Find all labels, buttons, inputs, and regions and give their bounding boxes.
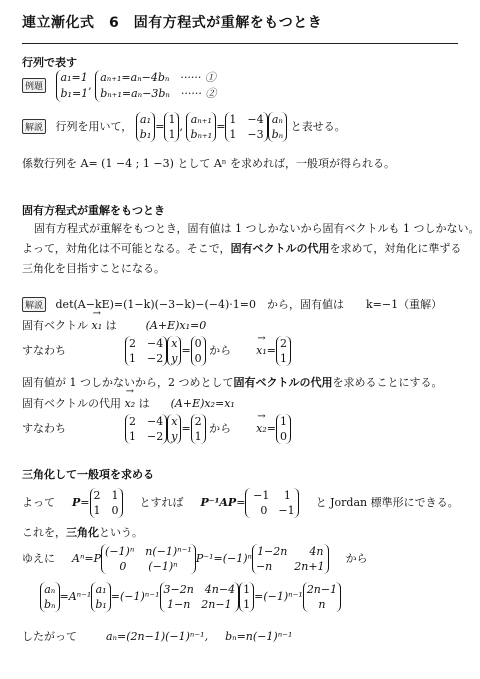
triangularization-line [22, 524, 143, 540]
general-mid-2: =(−1)ⁿ⁻¹ [110, 590, 160, 603]
vector-a1b1-2: a₁ b₁ [91, 582, 110, 612]
vector-zero: 0 0 [191, 336, 206, 366]
example-badge: 例題 [22, 78, 46, 93]
page-title: 連立漸化式 6 固有方程式が重解をもつとき [22, 15, 323, 31]
vector-x2-symbol: → x₂ [125, 394, 136, 410]
recurrence-2: bₙ₊₁=aₙ−3bₙ ······ ② [100, 87, 217, 100]
vector-21-rhs: 2 1 [191, 414, 206, 444]
kaisetsu-badge-2: 解説 [22, 297, 46, 312]
kore-wo: これを， [22, 526, 66, 539]
para-2-text-a: よって，対角化は不可能となる。そこで， [22, 242, 231, 255]
recurrence-1: aₙ₊₁=aₙ−4bₙ ······ ① [100, 71, 216, 84]
matrix-A: 1 −4 1 −3 [225, 112, 267, 142]
recurrence-system [95, 70, 216, 102]
yueni: ゆえに [22, 552, 55, 565]
vector-xy-2: x y [167, 414, 181, 444]
shitagatte: したがって [22, 630, 77, 643]
general-mid-3: =(−1)ⁿ⁻¹ [254, 590, 303, 603]
title-rule [22, 43, 458, 44]
note-text-a: 固有値が 1 つしかないから，2 つめとして [22, 376, 234, 389]
jordan-text: と Jordan 標準形にできる。 [315, 496, 459, 509]
sunawachi-2: すなわち [22, 422, 66, 435]
matrix-jordan: −1 1 0 −1 [245, 488, 298, 518]
section-heading-double-root: 固有方程式が重解をもつとき [22, 204, 165, 217]
vector-xy: x y [167, 336, 181, 366]
to-iu: という。 [99, 526, 143, 539]
matrix-A-plus-E: 2 −4 1 −2 [125, 336, 167, 366]
kara-1: から [209, 344, 232, 357]
power-line [22, 544, 368, 574]
det-line [22, 296, 442, 312]
matrix-power-n-1: 3−2n 4n−4 1−n 2n−1 [160, 582, 240, 612]
vector-anbn-2: aₙ bₙ [40, 582, 60, 612]
para-2-bold: 固有ベクトルの代用 [230, 242, 330, 255]
para-line-3: 三角化を目指すことになる。 [22, 262, 165, 275]
cond-b1: b₁=1 [60, 87, 89, 100]
gen-eigenvector-equation: (A+E)x₂=x₁ [170, 397, 235, 410]
triangularization-term: 三角化 [66, 526, 99, 539]
gen-eigenvector-label: 固有ベクトルの代用 [22, 397, 121, 410]
kara-2: から [209, 422, 232, 435]
para-line-2 [22, 240, 461, 256]
substitute-note [22, 374, 443, 390]
vector-anbn: aₙ bₙ [268, 112, 288, 142]
matrix-A-plus-E-2: 2 −4 1 −2 [125, 414, 167, 444]
vector-10: 1 0 [276, 414, 291, 444]
matrix-form-line: 解説 行列を用いて， a₁ b₁ = 1 1 , aₙ₊₁ bₙ₊₁ = 1 −4 1 −3 aₙ bₙ と表せる。 [22, 112, 346, 142]
eigenvector-solve: すなわち 2 −4 1 −2 x y = 0 0 から → x₁= 2 1 [22, 336, 291, 366]
matrix-P: 2 1 1 0 [90, 488, 123, 518]
eigenvector-label: 固有ベクトル [22, 319, 88, 332]
vector-result: 2n−1 n [303, 582, 341, 612]
result-an: aₙ=(2n−1)(−1)ⁿ⁻¹, [106, 630, 209, 643]
generalized-eigenvector-line: 固有ベクトルの代用 → x₂ は (A+E)x₂=x₁ [22, 394, 235, 411]
vector-a1b1: a₁ b₁ [136, 112, 155, 142]
matrix-jordan-power: (−1)ⁿ n(−1)ⁿ⁻¹ 0 (−1)ⁿ [101, 544, 196, 574]
vector-x1-symbol: → x₁ [92, 316, 103, 332]
matrix-form-text-a: 行列を用いて， [55, 120, 133, 133]
example-block: 例題 a₁=1 b₁=1 , aₙ₊₁=aₙ−4bₙ ······ ① bₙ₊₁=aₙ−3bₙ ······ ② [22, 70, 216, 102]
power-lhs: Aⁿ=P [72, 552, 102, 565]
similarity-symbol: P⁻¹AP [200, 496, 237, 509]
para-line-1: 固有方程式が重解をもつとき，固有値は 1 つしかないから固有ベクトルも 1 つしかない。 [34, 222, 480, 235]
eigenvector-equation: (A+E)x₁=0 [145, 319, 207, 332]
power-mid: P⁻¹=(−1)ⁿ [195, 552, 252, 565]
eigenvector-line: 固有ベクトル → x₁ は (A+E)x₁=0 [22, 316, 206, 333]
section-heading-matrix: 行列で表す [22, 56, 77, 69]
vector-11-2: 1 1 [239, 582, 254, 612]
tosureba: とすれば [139, 496, 184, 509]
note-bold: 固有ベクトルの代用 [233, 376, 333, 389]
coefficient-matrix-line: 係数行列を A= (1 −4 ; 1 −3) として Aⁿ を求めれば，一般項が得られる。 [22, 157, 396, 170]
vector-21: 2 1 [276, 336, 291, 366]
kaisetsu-badge: 解説 [22, 119, 46, 134]
vector-x1: → x₁ [256, 341, 267, 357]
kara-3: から [345, 552, 368, 565]
para-2-text-b: を求めて，対角化に準ずる [329, 242, 462, 255]
sunawachi-1: すなわち [22, 344, 66, 357]
jordan-line: よって P= 2 1 1 0 とすれば P⁻¹AP= −1 1 0 −1 と Jordan 標準形にできる。 [22, 489, 459, 517]
yotte: よって [22, 496, 55, 509]
note-text-b: を求めることにする。 [332, 376, 443, 389]
vector-x2: → x₂ [256, 419, 267, 435]
result-bn: bₙ=n(−1)ⁿ⁻¹ [225, 630, 293, 643]
cond-a1: a₁=1 [60, 71, 88, 84]
general-term-line [40, 582, 341, 612]
final-result-line [22, 628, 292, 644]
matrix-form-text-b: と表せる。 [290, 120, 346, 133]
matrix-power-result: 1−2n 4n −n 2n+1 [252, 544, 329, 574]
matrix-P-symbol: P [72, 496, 81, 509]
section-heading-triangularize: 三角化して一般項を求める [22, 468, 154, 481]
general-mid-1: =Aⁿ⁻¹ [59, 590, 92, 603]
det-equation: det(A−kE)=(1−k)(−3−k)−(−4)·1=0 から，固有値は k=−1（重解） [55, 298, 443, 311]
vector-11: 1 1 [164, 112, 179, 142]
vector-an1bn1: aₙ₊₁ bₙ₊₁ [186, 112, 216, 142]
initial-conditions [56, 70, 89, 102]
gen-eigenvector-solve: すなわち 2 −4 1 −2 x y = 2 1 から → x₂= 1 0 [22, 414, 291, 444]
